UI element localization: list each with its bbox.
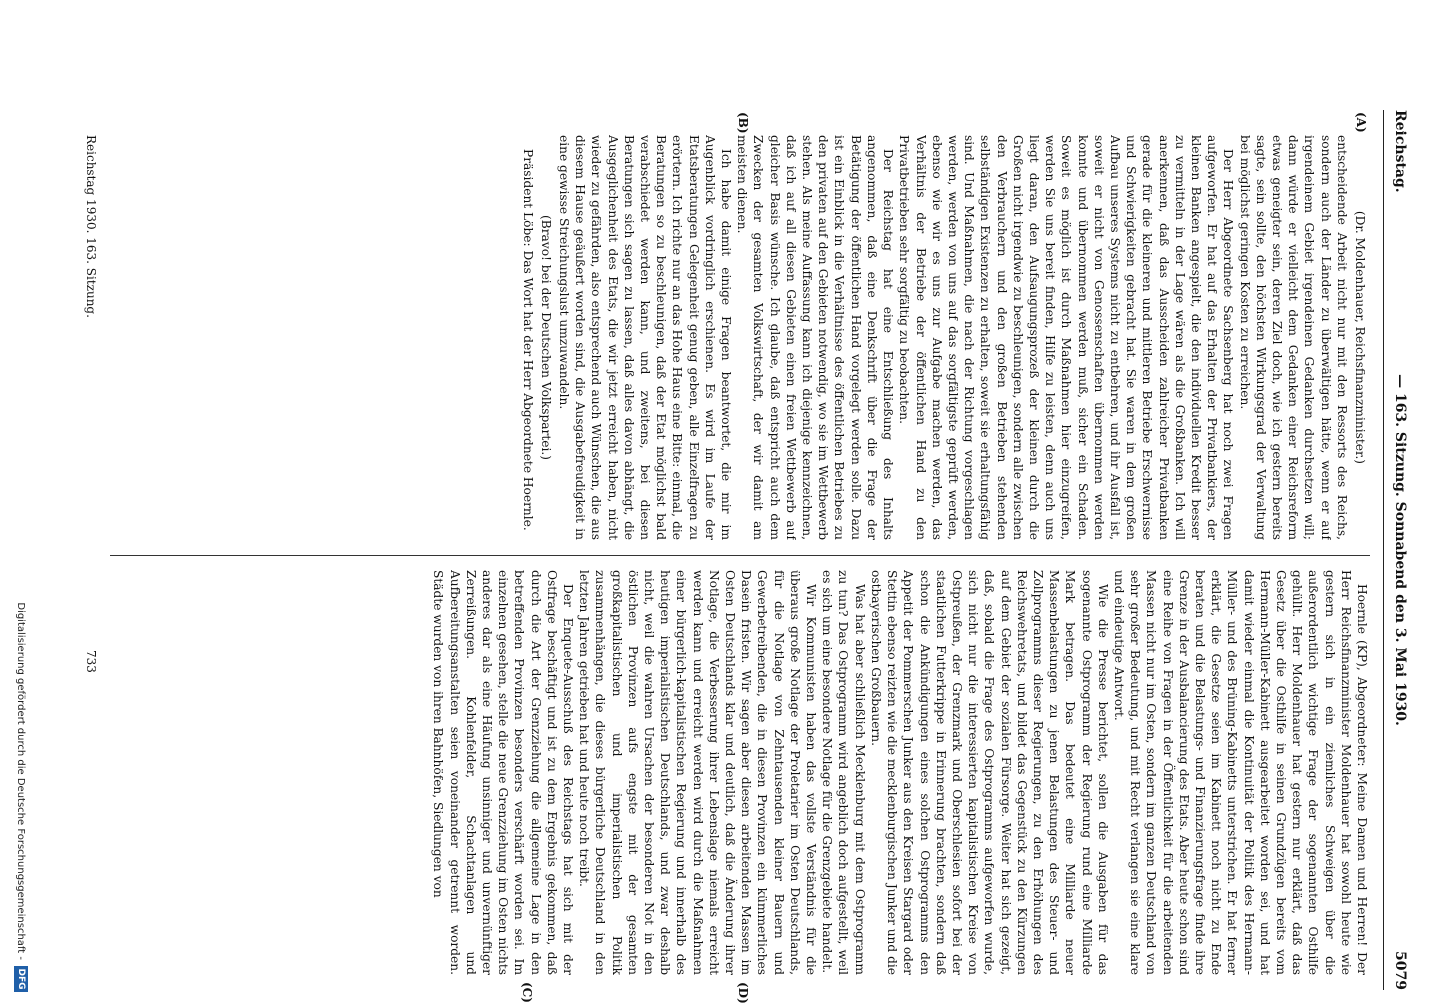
speaker-intro: (Dr. Moldenhauer, Reichsfinanzminister.) [1353, 210, 1367, 465]
page-header [1383, 110, 1410, 990]
right-paragraph: Was hat aber schließlich Mecklenburg mit dem Ostprogramm zu tun? Das Ostprogramm wird angeblich doch aufgestellt, weil es sich um eine besondere Notlage für die Grenzgebiete handelt. [820, 570, 867, 975]
dfg-logo: DFG [14, 966, 28, 992]
header-left: Reichstag. [1392, 110, 1408, 193]
credit-text: Digitalisierung gefördert durch die Deutsche Forschungsgemeinschaft - [15, 602, 26, 960]
margin-marker-d: (D) [736, 982, 750, 1004]
margin-marker-b: (B) [736, 112, 750, 134]
header-page-number: 5079 [1392, 951, 1408, 990]
column-divider [110, 555, 1370, 556]
applause-note: (Bravo! bei der Deutschen Volkspartei.) [538, 215, 553, 460]
margin-marker-c: (C) [520, 982, 534, 1003]
right-paragraph: Hoernle (KP), Abgeordneter: Meine Damen und Herren! Der Herr Reichsfinanzminister Moldenhauer hat sowohl heute wie gestern sich in ein ziemliches Schweigen über die außerordentlich wichtige Frage der sogenannten Osthilfe gehüllt. Herr Moldenhauer hat gestern nur erklärt, daß das Gesetz über die Osthilfe in seinen Grundzügen bereits vom Hermann-Müller-Kabinett ausgearbeitet worden sei, und hat damit wieder einmal die Kontinuität der Politik des Hermann-Müller- und des Brüning-Kabinetts unterstrichen. Er hat ferner erklärt, die Gesetze seien im Kabinett noch nicht zu Ende beraten und die Belastungs- und Finanzierungsfrage finde ihre Grenze in der Ausbalancierung des Etats. Aber heute schon sind eine Reihe von Fragen in der Öffentlichkeit für die arbeitenden Massen nicht nur im Osten, sondern im ganzen Deutschland von sehr großer Bedeutung, und mit Recht verlangen sie eine klare und eindeutige Antwort. [1111, 570, 1369, 975]
right-paragraph: Wie die Presse berichtet, sollen die Ausgaben für das sogenannte Ostprogramm der Regierung rund eine Milliarde Mark betragen. Das bedeutet eine Milliarde neuer Massenbelastungen zu jenen Belastungen des Steuer- und Zollprogramms dieser Regierungen, zu den Erhöhungen des Reichswehretats, und bildet das Gegenstück zu den Kürzungen auf dem Gebiet der sozialen Fürsorge. Weiter hat sich gezeigt, daß, sobald die Frage des Ostprogramms aufgeworfen wurde, sich nicht nur die interessierten kapitalistischen Kreise von Ostpreußen, der Grenzmark und Oberschlesien sofort bei der staatlichen Futterkrippe in Erinnerung brachten, sondern daß schon die Ankündigungen eines solchen Ostprogramms den Appetit der Pommerschen Junker aus den Kreisen Stargard oder Stettin ebenso reizten wie die mecklenburgischen Junker und die ostbayerischen Großbauern. [868, 570, 1110, 975]
header-center: — 163. Sitzung. Sonnabend den 3. Mai 1930. [1392, 374, 1408, 726]
right-paragraph: Der Enquete-Ausschuß des Reichstags hat sich mit der Ostfrage beschäftigt und ist zu dem Ergebnis gekommen, daß durch die Art der Grenzziehung die allgemeine Lage in den betreffenden Provinzen besonders verschärft worden sei. Im einzelnen gesehen, stelle die neue Grenzziehung im Osten nichts anderes dar als eine Häufung unsinniger und unvernünftiger Zerreißungen. Kohlenfelder, Schachtanlagen und Aufbereitungsanstalten seien voneinander getrennt worden. Städte wurden von ihren Bahnhöfen, Siedlungen von [431, 570, 576, 975]
digitization-credit [8, 0, 30, 1000]
left-paragraph: entscheidende Arbeit nicht nur mit den Ressorts des Reichs, sondern auch der Länder zu überwältigen hätte, wenn er auf irgendeinem Gebiet irgendeinen Gedanken durchsetzen will; dann würde er vielleicht dem Gedanken einer Reichsreform etwas geneigter sein, deren Ziel doch, wie ich gestern bereits sagte, sein sollte, den höchsten Wirkungsgrad der Verwaltung bei möglichst geringen Kosten zu erreichen. [1237, 135, 1349, 540]
margin-marker-a: (A) [1354, 112, 1368, 133]
left-paragraph: Der Reichstag hat eine Entschließung des Inhalts angenommen, daß eine Denkschrift über die Frage der Betätigung der öffentlichen Hand vorgelegt werden solle. Dazu ist ein Einblick in die Verhältnisse des öffentlichen Betriebes zu den privaten auf den Gebieten notwendig, wo sie im Wettbewerb stehen. Als meine Auffassung kann ich diejenige kennzeichnen, daß ich auf all diesen Gebieten einen freien Wettbewerb auf gleicher Basis wünsche. Ich glaube, daß entspricht auch dem Zwecken der gesamten Volkswirtschaft, der wir damit am meisten dienen. [735, 135, 896, 540]
left-column [110, 135, 1370, 540]
right-paragraph: Wir Kommunisten haben das vollste Verständnis für die überaus große Notlage der Proletarier im Osten Deutschlands, für die Notlage von Zehntausenden kleiner Bauern und Gewerbetreibenden, die in diesen Provinzen ein kümmerliches Dasein fristen. Wir sagen aber diesen arbeitenden Massen im Osten Deutschlands klar und deutlich, daß die Änderung ihrer Notlage, die Verbesserung ihrer Lebenslage niemals erreicht werden kann und erreicht werden wird durch die Maßnahmen einer bürgerlich-kapitalistischen Regierung und innerhalb des heutigen imperialistischen Deutschlands, und zwar deshalb nicht, weil die wahren Ursachen der besonderen Not in den östlichen Provinzen aufs engste mit der gesamten großkapitalistischen und imperialistischen Politik zusammenhängen, die dieses bürgerliche Deutschland in den letzten Jahren getrieben hat und heute noch treibt. [577, 570, 819, 975]
right-column [110, 570, 1370, 975]
footer-session: Reichstag 1930. 163. Sitzung. [84, 135, 98, 318]
footer-page-number: 733 [84, 650, 98, 673]
left-paragraph: Der Herr Abgeordnete Sachsenberg hat noch zwei Fragen aufgeworfen. Er hat auf das Erhalten der Privatbankiers, der kleinen Banken angespielt, die den individuellen Kredit besser zu vermitteln in der Lage wären als die Großbanken. Ich will anerkennen, daß das Ausscheiden zahlreicher Privatbanken gerade für die kleineren und mittleren Betriebe Erschwernisse und Schwierigkeiten gebracht hat. Sie waren in dem großen Aufbau unseres Systems nicht zu entbehren, und ihr Ausfall ist, soweit er nicht von Genossenschaften übernommen werden konnte und übernommen werden muß, sicher ein Schaden. Soweit es möglich ist durch Maßnahmen hier einzugreifen, werden Sie uns bereit finden, Hilfe zu leisten, denn auch uns liegt daran, den Aufsaugungsprozeß der kleinen durch die Großen nicht irgendwie zu beschleunigen, sondern alle zwischen den Verbrauchern und den großen Betrieben stehenden selbständigen Existenzen zu erhalten, soweit sie erhaltungsfähig sind. Und Maßnahmen, die nach der Richtung vorgeschlagen werden, werden von uns auf das sorgfältigste geprüft werden, ebenso wie wir es uns zur Aufgabe machen werden, das Verhältnis der Betriebe der öffentlichen Hand zu den Privatbetrieben sehr sorgfältig zu beobachten. [897, 135, 1236, 540]
left-paragraph: Ich habe damit einige Fragen beantwortet, die mir im Augenblick vordringlich erschienen. Es wird im Laufe der Etatsberatungen Gelegenheit genug geben, alle Einzelfragen zu erörtern. Ich richte nur an das Hohe Haus eine Bitte: einmal, die Beratungen so zu beschleunigen, daß der Etat möglichst bald verabschiedet werden kann, und zweitens, bei diesen Beratungen sich sagen zu lassen, daß alles davon abhängt, die Ausgeglichenheit des Etats, die wir jetzt erreicht haben, nicht wieder zu gefährden, also entsprechend auch Wünschen, die aus diesem Hause geäußert worden sind, die Ausgabefreudigkeit in eine gewisse Streichungslust umzuwandeln. [557, 135, 734, 540]
president-statement: Präsident Löbe: Das Wort hat der Herr Abgeordnete Hoernle. [520, 149, 535, 531]
